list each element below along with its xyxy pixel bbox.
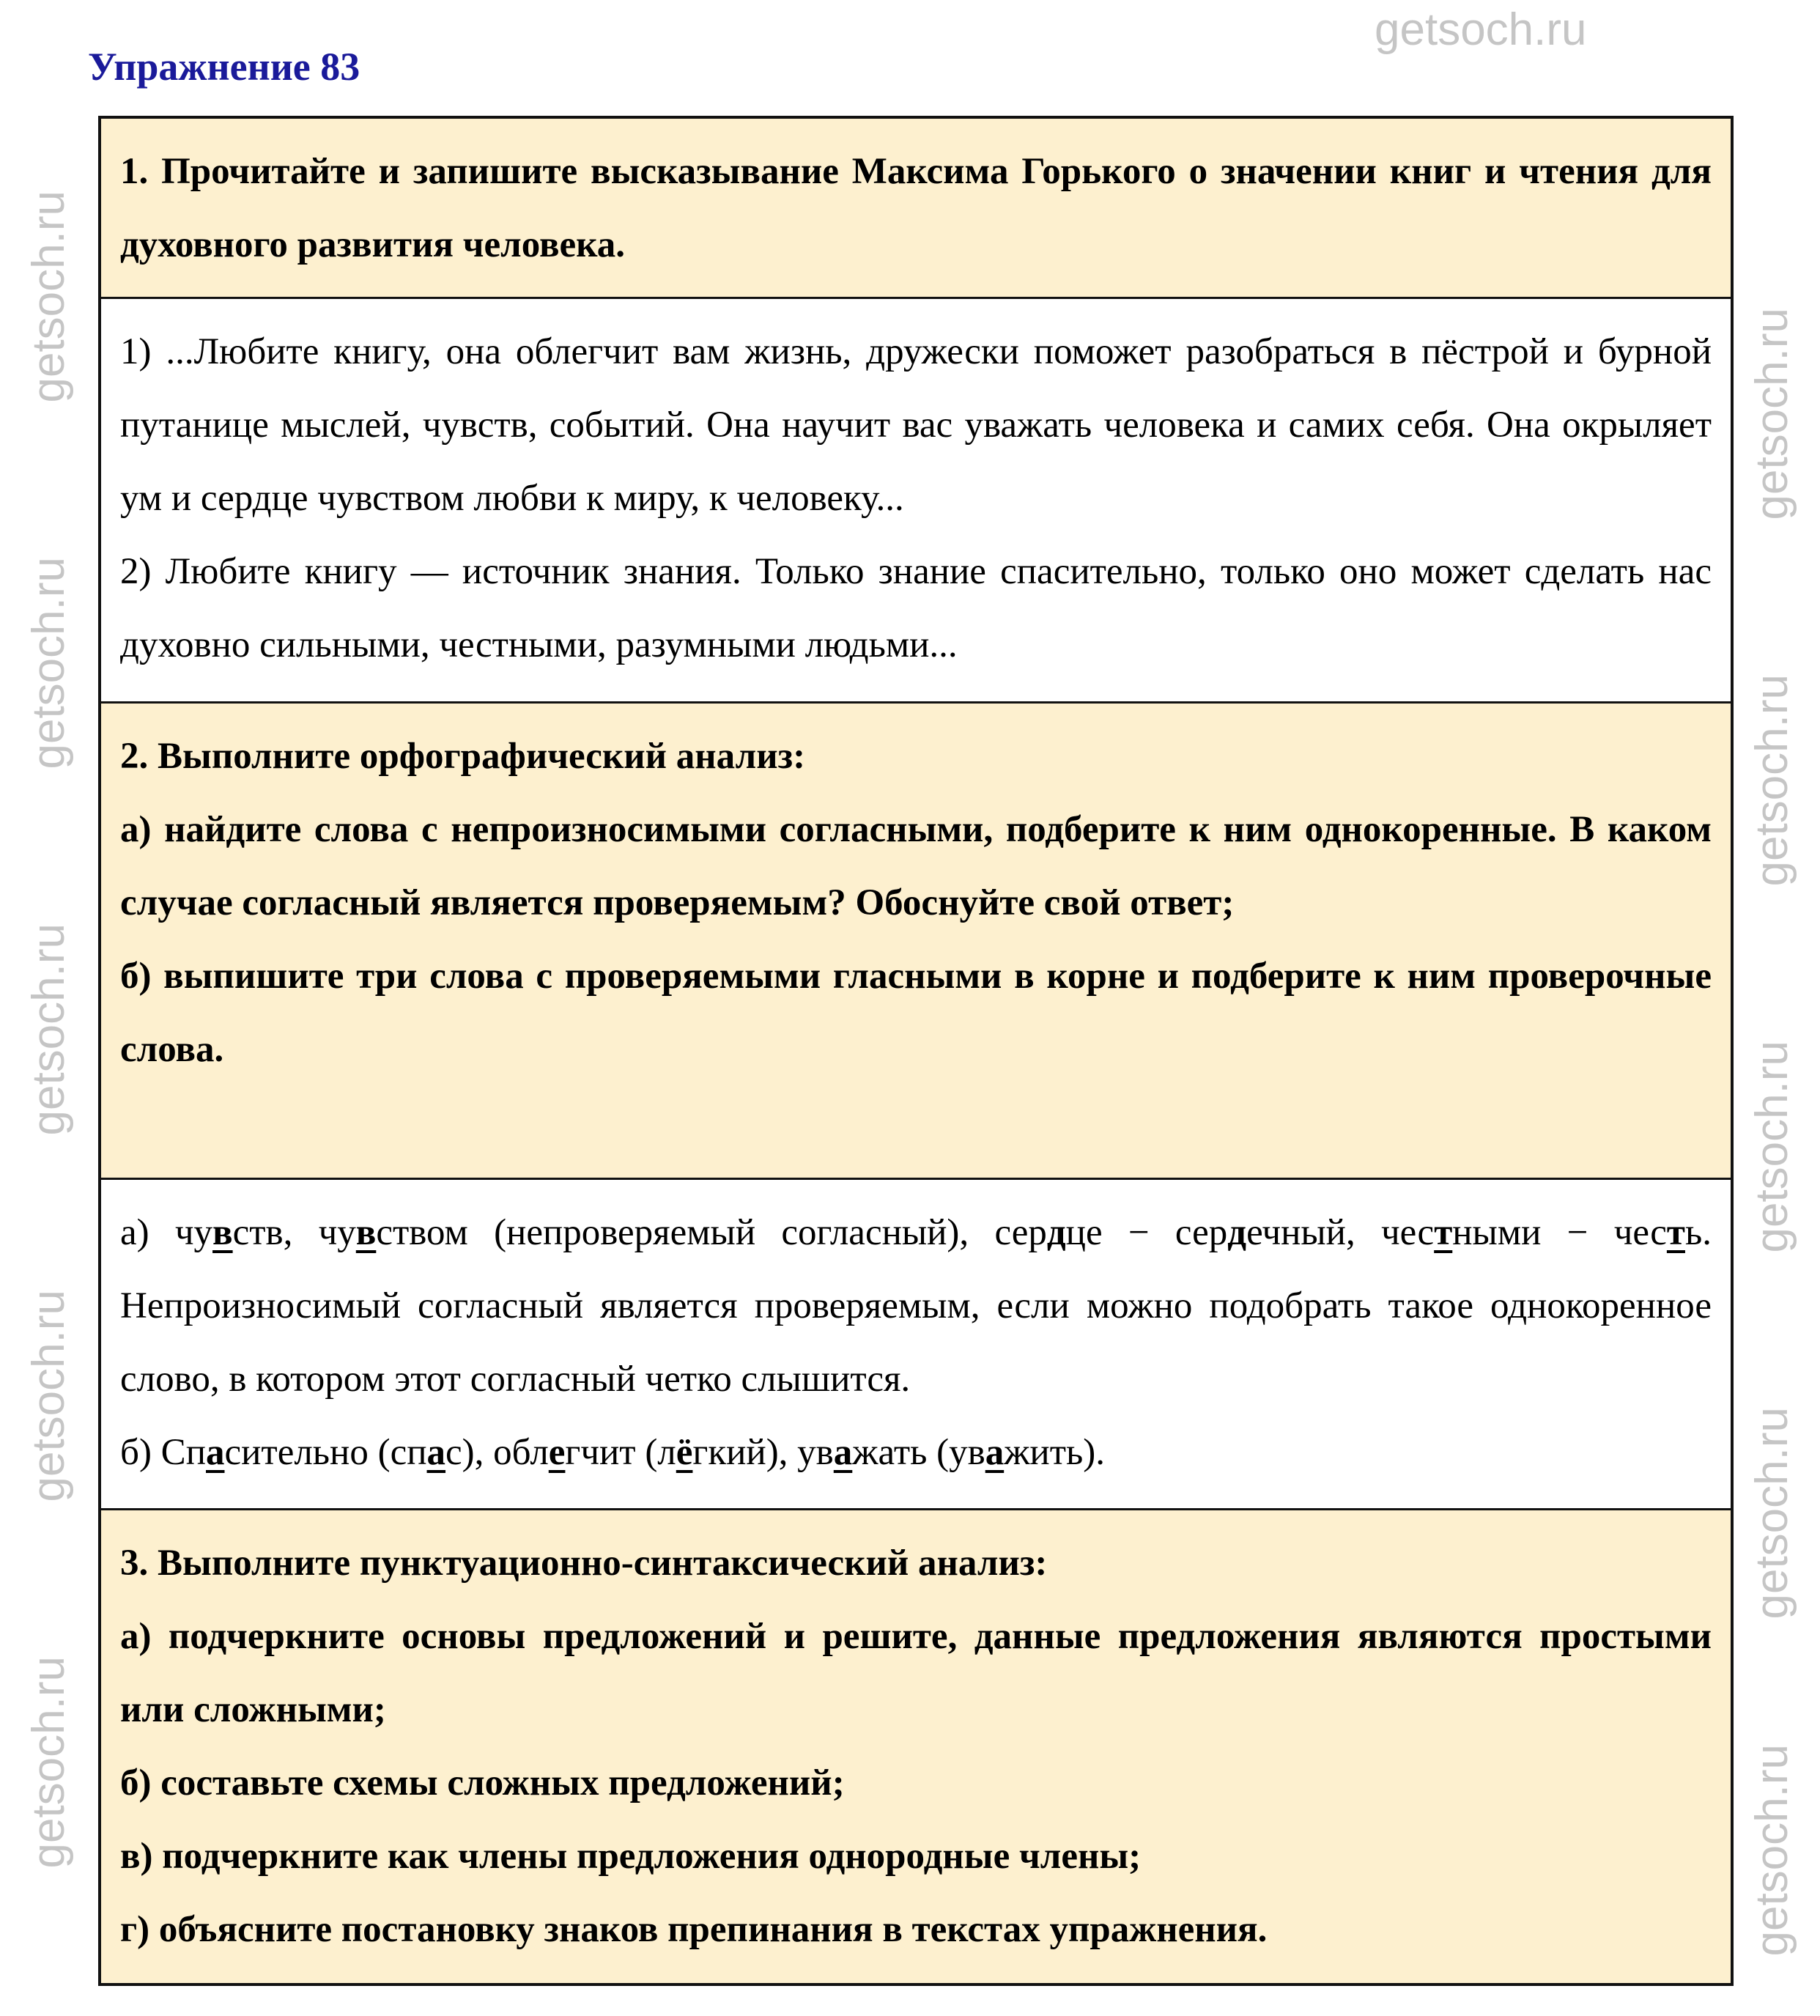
task-2-answer (101, 1180, 1731, 1510)
underlined-letter: т (1434, 1212, 1453, 1253)
answer-paragraph: 2) Любите книгу — источник знания. Только знание спасительно, только оно может сделать нас духовно сильными, честными, разумными людьми... (120, 551, 1712, 665)
underlined-letter: а (426, 1432, 446, 1473)
task-2-heading: 2. Выполните орфографический анализ: (120, 736, 806, 777)
answer-b-paragraph (120, 1416, 1712, 1489)
watermark: getsoch.ru (1747, 674, 1797, 887)
watermark: getsoch.ru (1747, 1407, 1797, 1620)
underlined-letter: т (1666, 1212, 1685, 1253)
text-segment: гкий), ув (692, 1432, 834, 1473)
underlined-letter: е (548, 1432, 566, 1473)
text-segment: ств, чу (232, 1212, 356, 1253)
text-segment: сительно (сп (224, 1432, 427, 1473)
task-3-part-a: а) подчеркните основы предложений и решите, данные предложения являются простыми или сложными; (120, 1616, 1712, 1730)
exercise-table (98, 116, 1734, 1986)
text-segment: це − сер (1065, 1212, 1228, 1253)
task-2-part-a: а) найдите слова с непроизносимыми согласными, подберите к ним однокоренные. В каком случае согласный является проверяемым? Обоснуйте свой ответ; (120, 809, 1712, 923)
underlined-letter: д (1046, 1212, 1066, 1253)
watermark: getsoch.ru (23, 1290, 74, 1502)
task-1-question-text: 1. Прочитайте и запишите высказывание Максима Горького о значении книг и чтения для духовного развития человека. (120, 151, 1712, 265)
task-3-part-b: б) составьте схемы сложных предложений; (120, 1762, 845, 1803)
task-3-question (101, 1510, 1731, 1983)
underlined-letter: а (833, 1432, 853, 1473)
text-segment: с), обл (445, 1432, 549, 1473)
underlined-letter: в (355, 1212, 377, 1253)
underlined-letter: в (212, 1212, 233, 1253)
answer-a-paragraph (120, 1196, 1712, 1416)
text-segment: ством (непроверяемый согласный), сер (376, 1212, 1047, 1253)
text-segment: ными − чес (1452, 1212, 1667, 1253)
watermark: getsoch.ru (1747, 1744, 1797, 1957)
text-segment: ечный, чес (1246, 1212, 1435, 1253)
watermark: getsoch.ru (1375, 4, 1587, 55)
watermark: getsoch.ru (23, 1656, 74, 1869)
text-segment: а) чу (120, 1212, 213, 1253)
task-1-question (101, 119, 1731, 299)
watermark: getsoch.ru (1747, 308, 1797, 520)
underlined-letter: д (1227, 1212, 1247, 1253)
watermark: getsoch.ru (23, 923, 74, 1136)
watermark: getsoch.ru (23, 191, 74, 403)
watermark: getsoch.ru (23, 557, 74, 769)
task-2-part-b: б) выпишите три слова с проверяемыми гласными в корне и подберите к ним проверочные слова. (120, 956, 1712, 1070)
task-2-question (101, 704, 1731, 1180)
text-segment: гчит (л (565, 1432, 676, 1473)
task-3-part-v: в) подчеркните как члены предложения однородные члены; (120, 1836, 1142, 1877)
text-segment: б) Сп (120, 1432, 206, 1473)
task-3-heading: 3. Выполните пунктуационно-синтаксический анализ: (120, 1543, 1048, 1584)
watermark: getsoch.ru (1747, 1041, 1797, 1253)
text-segment: жить). (1004, 1432, 1105, 1473)
underlined-letter: а (206, 1432, 225, 1473)
underlined-letter: ё (676, 1432, 693, 1473)
underlined-letter: а (985, 1432, 1005, 1473)
task-1-answer (101, 299, 1731, 704)
page-title: Упражнение 83 (88, 45, 360, 89)
text-segment: ь. Непроизносимый согласный является проверяемым, если можно подобрать такое однокоренное слово, в котором этот согласный четко слышится. (120, 1212, 1712, 1400)
answer-paragraph: 1) ...Любите книгу, она облегчит вам жизнь, дружески поможет разобраться в пёстрой и бурной путанице мыслей, чувств, событий. Она научит вас уважать человека и самих себя. Она окрыляет ум и сердце чувством любви к миру, к человеку... (120, 331, 1712, 519)
text-segment: жать (ув (852, 1432, 985, 1473)
task-3-part-g: г) объясните постановку знаков препинания в текстах упражнения. (120, 1909, 1268, 1950)
